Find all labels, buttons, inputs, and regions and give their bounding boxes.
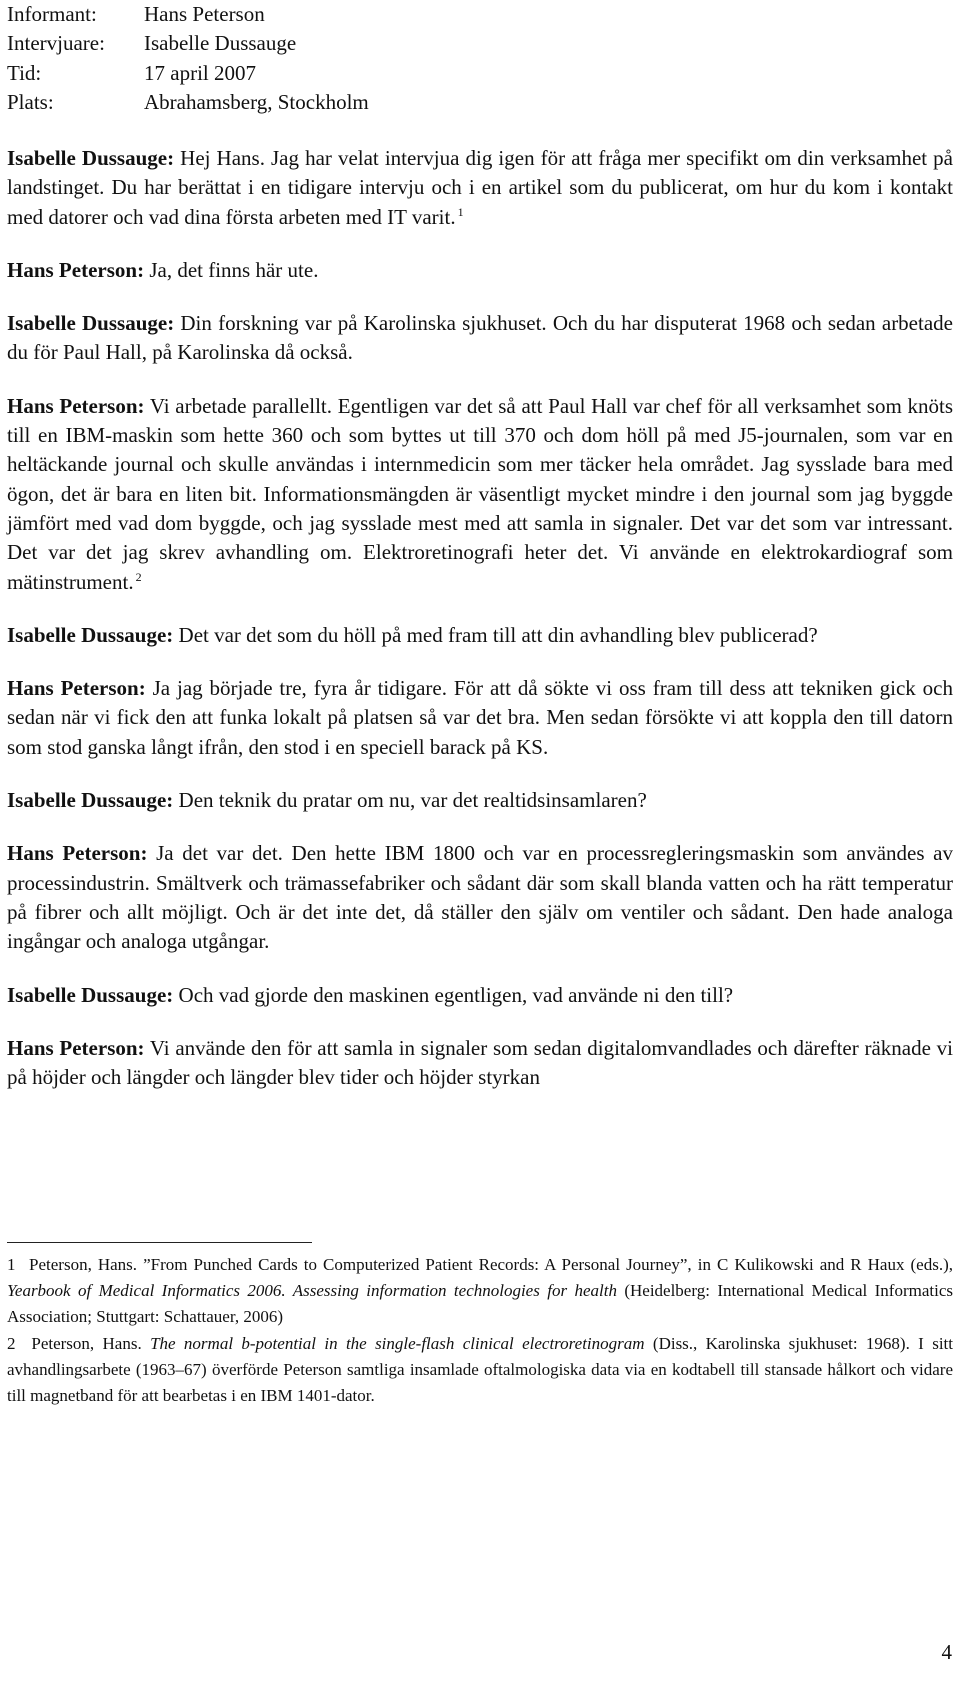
speaker-name: Isabelle Dussauge: <box>7 622 174 647</box>
turn-text: Ja det var det. Den hette IBM 1800 och var en processregleringsmaskin som användes av processindustrin. Smältverk och trämassefabriker och sådant där som skall blanda vatten och ha rätt temperatur på fibrer och allt möjligt. Och är det inte det, då ställer den själv om ventiler och sådant. Den hade analoga ingångar och analoga utgångar. <box>7 841 953 954</box>
turn-text: Din forskning var på Karolinska sjukhuset. Och du har disputerat 1968 och sedan arbetade du för Paul Hall, på Karolinska då också. <box>7 311 953 365</box>
turn-text: Ja, det finns här ute. <box>144 257 319 282</box>
dialogue-turn <box>7 621 953 650</box>
footnote-2 <box>7 1331 953 1410</box>
speaker-name: Isabelle Dussauge: <box>7 146 175 170</box>
speaker-name: Hans Peterson: <box>7 676 146 701</box>
page-number: 4 <box>941 1640 952 1664</box>
meta-label: Tid: <box>7 60 42 85</box>
dialogue-turn <box>7 1034 953 1093</box>
turn-text: Hej Hans. Jag har velat intervjua dig igen för att fråga mer specifikt om din verksamhet på landstinget. Du har berättat i en tidigare intervju och i en artikel som du publicerat, om hur du kom i kontakt med datorer och vad dina första arbeten med IT varit. <box>7 146 953 229</box>
meta-value: Isabelle Dussauge <box>144 31 297 56</box>
footnote-separator <box>7 1242 312 1243</box>
dialogue-turn <box>7 256 953 285</box>
turn-text: Vi arbetade parallellt. Egentligen var det så att Paul Hall var chef för all verksamhet som knöts till en IBM-maskin som hette 360 och som byttes ut till 370 och dom höll på med J5-journalen, som var en heltäckande journal och skulle användas i internmedicin som mer täcker hela området. Jag sysslade bara med ögon, det är bara en liten bit. Informationsmängden är väsentligt mycket mindre i den journal som jag byggde jämfört med vad dom byggde, och jag sysslade mest med att samla in signaler. Det var det som var intressant. Det var det jag skrev avhandling om. Elektroretinografi heter det. Vi använde en elektrokardiograf som mätinstrument. <box>7 393 953 594</box>
footnotes <box>7 1252 953 1409</box>
footnote-text: Peterson, Hans. ”From Punched Cards to Computerized Patient Records: A Personal Journey”, in C Kulikowski and R Haux (eds.), <box>23 1255 953 1274</box>
meta-value: 17 april 2007 <box>144 60 256 85</box>
dialogue-turn <box>7 392 953 597</box>
dialogue-turn <box>7 674 953 762</box>
turn-text: Ja jag började tre, fyra år tidigare. För att då sökte vi oss fram till dess att tekniken gick och sedan när vi fick den att funka lokalt på platsen så var det bra. Men sedan försökte vi att koppla den till datorn som stod ganska långt ifrån, den stod i en speciell barack på KS. <box>7 676 953 759</box>
footnote-reference[interactable]: 2 <box>135 569 142 584</box>
speaker-name: Isabelle Dussauge: <box>7 788 174 813</box>
footnote-number: 1 <box>7 1255 16 1274</box>
dialogue-turn <box>7 981 953 1010</box>
speaker-name: Hans Peterson: <box>7 1035 145 1060</box>
footnote-1 <box>7 1252 953 1331</box>
turn-text: Det var det som du höll på med fram till att din avhandling blev publicerad? <box>173 622 818 647</box>
speaker-name: Hans Peterson: <box>7 257 145 282</box>
dialogue-turn <box>7 839 953 956</box>
dialogue-turn <box>7 786 953 815</box>
footnote-italic-title: The normal b-potential in the single-flash clinical electroretinogram <box>150 1333 645 1353</box>
interview-transcript <box>7 144 953 1116</box>
turn-text: Vi använde den för att samla in signaler som sedan digitalomvandlades och därefter räknade vi på höjder och längder och längder blev tider och höjder styrkan <box>7 1035 953 1090</box>
footnote-number: 2 <box>7 1333 16 1353</box>
footnote-text: Peterson, Hans. <box>23 1333 151 1353</box>
footnote-text: (Heidelberg: International Medical Informatics Association; Stuttgart: Schattauer, 2006) <box>7 1281 953 1327</box>
speaker-name: Hans Peterson: <box>7 841 148 866</box>
dialogue-turn <box>7 144 953 232</box>
speaker-name: Isabelle Dussauge: <box>7 311 175 336</box>
meta-label: Intervjuare: <box>7 31 105 56</box>
meta-value: Abrahamsberg, Stockholm <box>144 89 369 114</box>
footnote-text: (Diss., Karolinska sjukhuset: 1968). I sitt avhandlingsarbete (1963–67) överförde Peterson samtliga insamlade oftalmologiska data via en kodtabell till stansade hålkort och vidare till magnetband för att bearbetas i en IBM 1401-dator. <box>7 1333 953 1406</box>
meta-value: Hans Peterson <box>144 2 265 26</box>
meta-label: Informant: <box>7 2 97 26</box>
speaker-name: Isabelle Dussauge: <box>7 982 174 1007</box>
turn-text: Den teknik du pratar om nu, var det realtidsinsamlaren? <box>173 788 647 813</box>
dialogue-turn <box>7 309 953 368</box>
footnote-reference[interactable]: 1 <box>457 204 464 219</box>
turn-text: Och vad gjorde den maskinen egentligen, vad använde ni den till? <box>173 982 734 1007</box>
footnote-italic-title: Yearbook of Medical Informatics 2006. Assessing information technologies for health <box>7 1281 617 1301</box>
speaker-name: Hans Peterson: <box>7 393 145 418</box>
document-page <box>7 0 957 1682</box>
meta-label: Plats: <box>7 89 54 114</box>
